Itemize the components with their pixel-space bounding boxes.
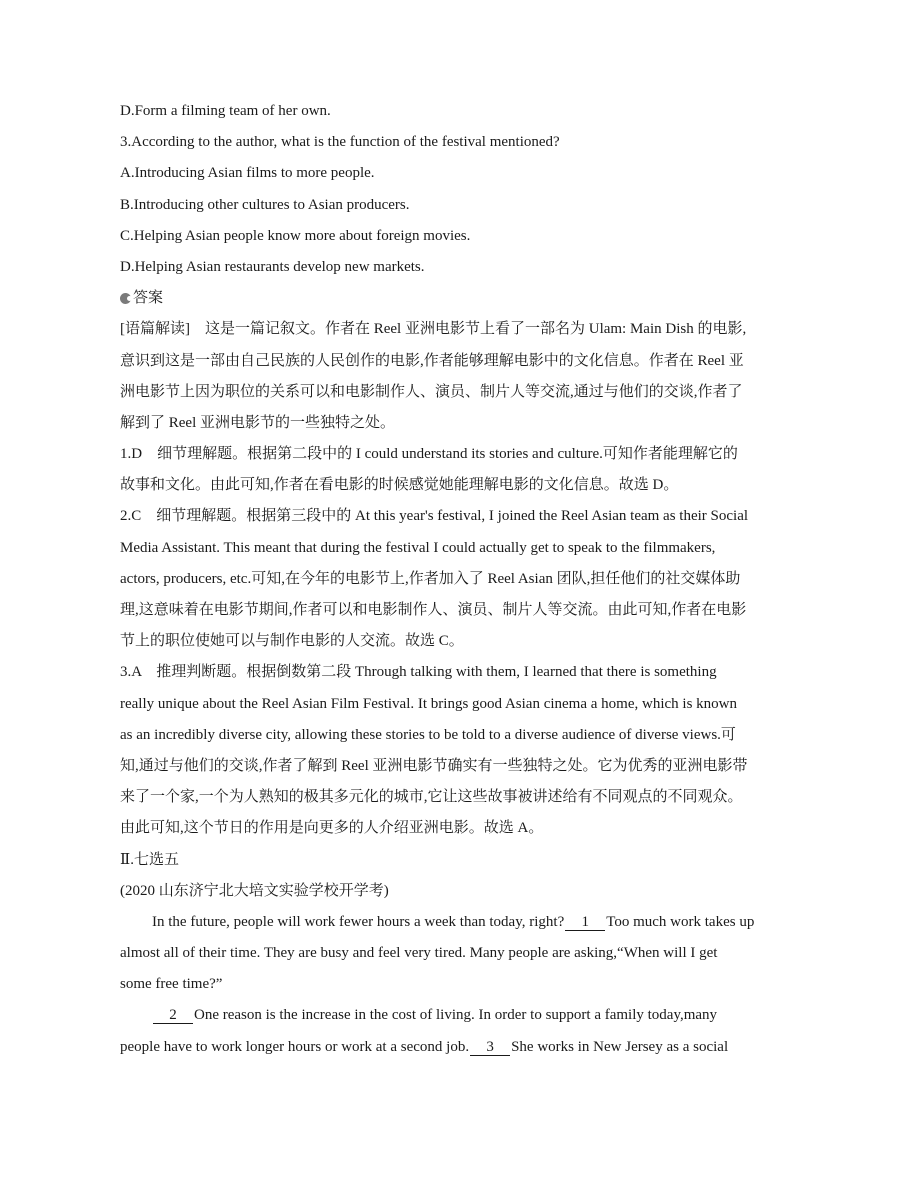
answer-line: 理,这意味着在电影节期间,作者可以和电影制作人、演员、制片人等交流。由此可知,作者在电影 xyxy=(120,602,747,618)
option-a-q3: A.Introducing Asian films to more people. xyxy=(120,165,375,182)
answer-heading xyxy=(120,283,800,314)
passage-line xyxy=(120,907,800,938)
answer-icon xyxy=(120,293,131,304)
passage-line: almost all of their time. They are busy and feel very tired. Many people are asking,“When will I get xyxy=(120,945,718,962)
answer-line: Media Assistant. This meant that during the festival I could actually get to speak to the filmmakers, xyxy=(120,539,716,556)
answer-line: 来了一个家,一个为人熟知的极其多元化的城市,它让这些故事被讲述给有不同观点的不同观众。 xyxy=(120,789,743,806)
question-3-stem: 3.According to the author, what is the function of the festival mentioned? xyxy=(120,134,560,151)
section-source: (2020 山东济宁北大培文实验学校开学考) xyxy=(120,882,389,899)
passage-text: In the future, people will work fewer hours a week than today, right? xyxy=(152,913,565,930)
passage-line xyxy=(120,1032,800,1063)
option-d-q2: D.Form a filming team of her own. xyxy=(120,103,331,119)
passage-text: She works in New Jersey as a social xyxy=(511,1038,729,1055)
blank-2: 2 xyxy=(153,1007,193,1024)
passage-text: people have to work longer hours or work at a second job. xyxy=(120,1038,470,1055)
passage-text: One reason is the increase in the cost of living. In order to support a family today,many xyxy=(194,1007,718,1024)
option-d-q3: D.Helping Asian restaurants develop new markets. xyxy=(120,258,425,275)
answer-line: 节上的职位使她可以与制作电影的人交流。故选 C。 xyxy=(120,633,464,650)
answer-line: 由此可知,这个节日的作用是向更多的人介绍亚洲电影。故选 A。 xyxy=(120,820,544,837)
blank-3: 3 xyxy=(470,1039,510,1056)
passage-text: Too much work takes up xyxy=(606,913,755,930)
passage-line: some free time?” xyxy=(120,976,223,993)
answer-line: 洲电影节上因为职位的关系可以和电影制作人、演员、制片人等交流,通过与他们的交谈,作者了 xyxy=(120,383,743,400)
answer-line: 3.A 推理判断题。根据倒数第二段 Through talking with them, I learned that there is something xyxy=(120,664,717,681)
answer-line: 1.D 细节理解题。根据第二段中的 I could understand its stories and culture.可知作者能理解它的 xyxy=(120,446,738,463)
passage-line xyxy=(120,1000,800,1031)
option-c-q3: C.Helping Asian people know more about foreign movies. xyxy=(120,227,471,244)
answer-line: 2.C 细节理解题。根据第三段中的 At this year's festival, I joined the Reel Asian team as their Social xyxy=(120,508,749,525)
answer-label: 答案 xyxy=(133,290,164,307)
section-heading: Ⅱ.七选五 xyxy=(120,851,179,868)
answer-line: 故事和文化。由此可知,作者在看电影的时候感觉她能理解电影的文化信息。故选 D。 xyxy=(120,477,679,494)
blank-1: 1 xyxy=(565,914,605,931)
answer-line: 知,通过与他们的交谈,作者了解到 Reel 亚洲电影节确实有一些独特之处。它为优秀的亚洲电影带 xyxy=(120,757,748,774)
option-b-q3: B.Introducing other cultures to Asian producers. xyxy=(120,196,410,213)
answer-line: 意识到这是一部由自己民族的人民创作的电影,作者能够理解电影中的文化信息。作者在 Reel 亚 xyxy=(120,352,744,369)
document-page xyxy=(120,96,800,1063)
answer-line: as an incredibly diverse city, allowing these stories to be told to a diverse audience of diverse views.可 xyxy=(120,726,736,743)
answer-line: [语篇解读] 这是一篇记叙文。作者在 Reel 亚洲电影节上看了一部名为 Ulam: Main Dish 的电影, xyxy=(120,321,747,338)
answer-line: really unique about the Reel Asian Film Festival. It brings good Asian cinema a home, which is known xyxy=(120,695,737,712)
answer-line: 解到了 Reel 亚洲电影节的一些独特之处。 xyxy=(120,414,395,431)
answer-line: actors, producers, etc.可知,在今年的电影节上,作者加入了 Reel Asian 团队,担任他们的社交媒体助 xyxy=(120,570,741,587)
